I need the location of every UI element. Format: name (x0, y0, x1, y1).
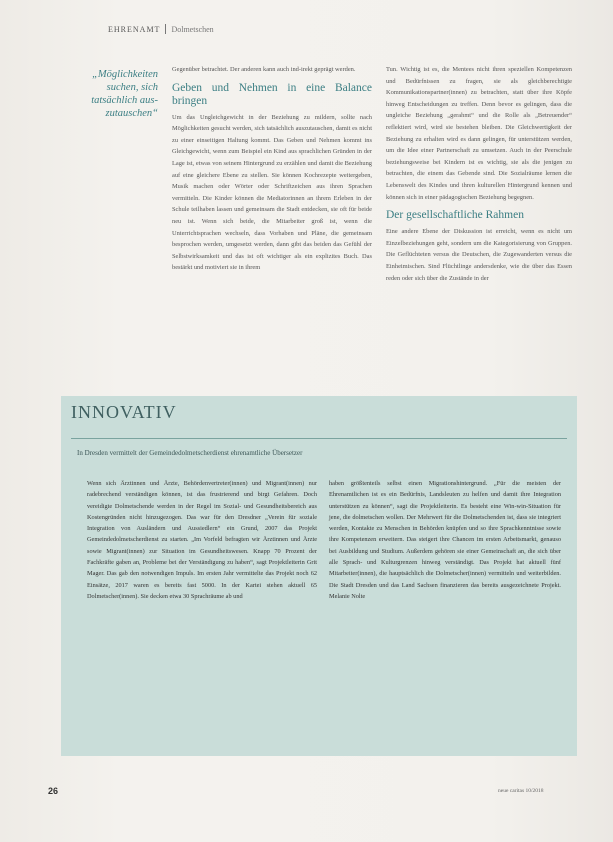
page-number: 26 (48, 786, 59, 796)
publication-footer: neue caritas 10/2018 (498, 788, 544, 794)
infobox-paragraph: haben größtenteils selbst einen Migrationshintergrund. „Für die meisten der Ehrenamtlichen ist es ein Bedürfnis, Landsleuten zu helfen und damit ihre Integration unterstützen zu können“, sagt die Projektleiterin. Es besteht eine Win-win-Situation für jene, die dolmetschen wollen. Der Mehrwert für die Dolmetschenden ist, dass sie integriert werden, Kontakte zu Menschen in Behörden knüpfen und so ihre Sprachkenntnisse sowie ihre Kompetenzen erweitern. Das steigert ihre Chancen im ersten Arbeitsmarkt, genauso bei Ausbildung und Studium. Außerdem gehören sie einer Gemeinschaft an, die sich über alle Sprach- und Kulturgrenzen hinweg verständigt. Das Projekt hat aktuell fünf Mitarbeiter(innen), die hauptsächlich die Dolmetscher(innen) vermitteln und weiterbilden. Die Stadt Dresden und das Land Sachsen finanzieren das bereits ausgezeichnete Projekt. Melanie Nolte (329, 480, 561, 600)
article-paragraph: Eine andere Ebene der Diskussion ist erreicht, wenn es nicht um Einzelbeziehungen geht, sondern um die Kategorisierung von Gruppen. Die Geflüchteten versus die Deutschen, die Zugewanderten versus die Einheimischen. Sind Flüchtlinge andersdenke, wie die über das Essen reden oder sich über die Zustände in der (386, 228, 572, 282)
article-column-1 (172, 64, 372, 274)
subheading-balance: Geben und Nehmen in eine Balance bringen (172, 81, 372, 107)
running-header (108, 24, 214, 34)
infobox-divider (71, 438, 567, 439)
infobox-title: INNOVATIV (71, 402, 177, 422)
article-paragraph: Um das Ungleichgewicht in der Beziehung zu mildern, sollte nach Möglichkeiten gesucht werden, sich tatsächlich auszutauschen, damit es nicht zu einer einseitigen Haltung kommt. Das Geben und Nehmen kommt ins Gleichgewicht, wenn zum Beispiel ein Kind aus sprachlichen Gründen in der Lage ist, etwas von seinem Hintergrund zu erzählen und damit die Beziehung auf eine gleichere Ebene zu stellen. Sie können Kochrezepte weitergeben, Musik machen oder Wörter oder Schriftzeichen aus ihren Sprachen vermitteln. Die Kinder können die Mediatorinnen an ihrem Erleben in der Schule teilhaben lassen und gemeinsam die Stadt entdecken, sie oft für beide neu ist. Wenn sich beide, die Mitarbeiter groß ist, wenn die Unterrichtsprachen wechseln, dass Vorhaben und Pläne, die gemeinsam besprochen werden, umgesetzt werden, dann gibt das beiden das Gefühl der Selbstwirksamkeit und das ist oft wichtiger als ein explizites Buch. Das bestärkt und motiviert sie in ihrem (172, 113, 372, 272)
infobox-lead: In Dresden vermittelt der Gemeindedolmetscherdienst ehrenamtliche Übersetzer (77, 449, 303, 457)
header-subsection: Dolmetschen (171, 25, 214, 34)
article-column-2 (386, 64, 572, 284)
article-intro: Gegenüber betrachtet. Der anderen kann auch ind-irekt geprägt werden. (172, 66, 356, 73)
header-section: EHRENAMT (108, 25, 161, 34)
subheading-framework: Der gesellschaftliche Rahmen (386, 209, 524, 222)
pull-quote: „Möglichkeiten suchen, sich tatsächlich aus-zutauschen“ (91, 69, 158, 119)
infobox-column-2 (329, 478, 561, 602)
header-separator (165, 24, 166, 34)
innovativ-infobox (61, 396, 577, 756)
article-paragraph: Tun. Wichtig ist es, die Mentees nicht ihren speziellen Kompetenzen und Bedürfnissen zu fragen, sie als gleichberechtigte Kommunikationspartner(innen) zu betrachten, statt über ihre Köpfe hinweg Entscheidungen zu treffen. Denn bevor es gelingen, dass die ungleiche Beziehung „gerahmt“ und die Rolle als „Betreuender“ reflektiert wird, wird sie bestehen bleiben. Die Gleichwertigkeit der Beziehung zu erhalten wird es dann gelingen, für unterstützen werden, um die Idee einer Partnerschaft zu umsetzen. Auch in der Peerschule beziehungsweise bei Kindern ist es wichtig, sie als die jenigen zu betrachten, die einem das Gebende sind. Die Sozialräume lernen die Lebenswelt des Kindes und ihren kulturellen Hintergrund kennen und können sich in einer pädagogischen Beziehung begegnen. (386, 66, 572, 201)
infobox-paragraph: Wenn sich Ärztinnen und Ärzte, Behördenvertreter(innen) und Migrant(innen) nur radebrechend verständigen können, ist das frustrierend und birgt Gefahren. Doch vereidigte Dolmetschende werden in der Regel im Sozial- und Gesundheitsbereich aus Kostengründen nicht hinzugezogen. Das war für den Dresdner „Verein für soziale Integration von Ausländern und Aussiedlern“ ein Grund, 2007 das Projekt Gemeindedolmetscherdienst zu starten. „Im Vorfeld befragten wir Ärztinnen und Ärzte sowie Migrant(innen) zur Situation im Gesundheitswesen. Knapp 70 Prozent der Fachkräfte gaben an, Probleme bei der Verständigung zu haben“, sagt Projektleiterin Grit Mager. Das gab den notwendigen Impuls. Im ersten Jahr vermittelte das Projekt noch 62 Einsätze, 2017 waren es bereits fast 5000. In der Kartei stehen aktuell 65 Dolmetscher(innen). Sie decken etwa 30 Sprachräume ab und (87, 480, 317, 600)
infobox-column-1 (87, 478, 317, 602)
